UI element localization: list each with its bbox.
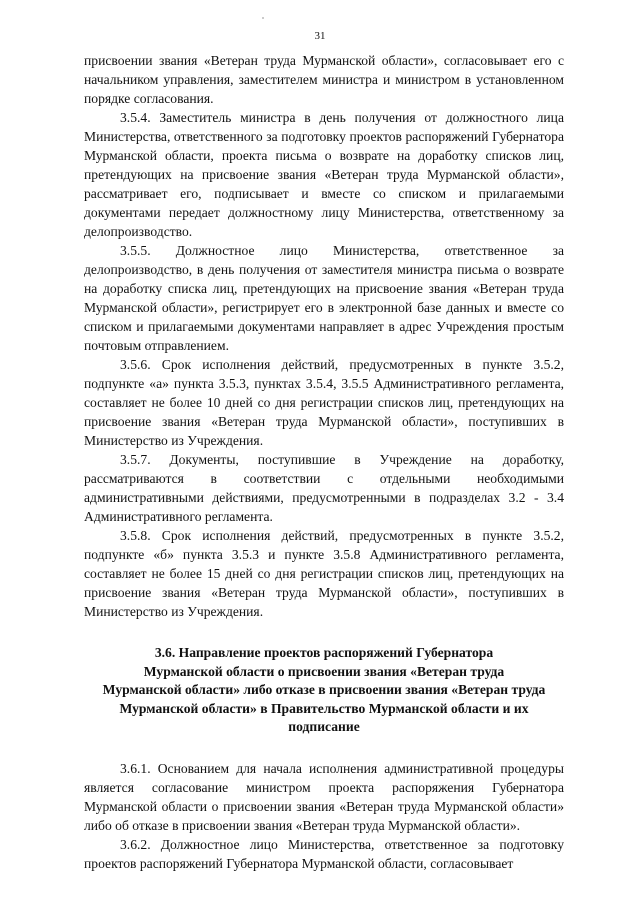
paragraph-3-5-5: 3.5.5. Должностное лицо Министерства, ответственное за делопроизводство, в день получения от заместителя министра письма о возврате на доработку списка лиц, претендующих на присвоение звания «Ветеран труда Мурманской области», регистрирует его в электронной базе данных и вместе со списком и прилагаемыми документами направляет в адрес Учреждения простым почтовым отправлением. — [84, 243, 564, 353]
heading-line: подписание — [288, 719, 360, 735]
heading-line: Мурманской области» либо отказе в присвоении звания «Ветеран труда — [102, 682, 546, 698]
section-heading-3-6 — [84, 644, 564, 737]
paragraph-3-6-1: 3.6.1. Основанием для начала исполнения административной процедуры является согласование министром проекта распоряжения Губернатора Мурманской области о присвоении звания «Ветеран труда Мурманской области» либо об отказе в присвоении звания «Ветеран труда Мурманской области». — [84, 760, 564, 833]
paragraph-3-5-6: 3.5.6. Срок исполнения действий, предусмотренных в пункте 3.5.2, подпункте «а» пункта 3.5.3, пунктах 3.5.4, 3.5.5 Административного регламента, составляет не более 10 дней со дня регистрации списков лиц, претендующих на присвоение звания «Ветеран труда Мурманской области», поступивших в Министерство из Учреждения. — [84, 357, 564, 448]
paragraph-continuation: присвоении звания «Ветеран труда Мурманской области», согласовывает его с начальником управления, заместителем министра и министром в установленном порядке согласования. — [84, 53, 564, 106]
paragraph-3-5-7: 3.5.7. Документы, поступившие в Учреждение на доработку, рассматриваются в соответствии с отдельными необходимыми административными действиями, предусмотренными в подразделах 3.2 - 3.4 Административного регламента. — [84, 452, 564, 524]
heading-line: Мурманской области» в Правительство Мурманской области и их — [119, 700, 529, 716]
heading-line: 3.6. Направление проектов распоряжений Губернатора — [154, 645, 494, 660]
paragraph-3-6-2: 3.6.2. Должностное лицо Министерства, ответственное за подготовку проектов распоряжений Губернатора Мурманской области, согласовывает — [84, 836, 564, 871]
page-number: 31 — [314, 30, 326, 42]
heading-line: Мурманской области о присвоении звания «Ветеран труда — [143, 663, 505, 679]
document-body — [84, 51, 564, 873]
paragraph-3-5-8: 3.5.8. Срок исполнения действий, предусмотренных в пункте 3.5.2, подпункте «б» пункта 3.5.3 и пункте 3.5.8 Административного регламента, составляет не более 15 дней со дня регистрации списков лиц, претендующих на присвоение звания «Ветеран труда Мурманской области», поступивших в Министерство из Учреждения. — [84, 528, 564, 619]
scan-speck — [262, 17, 264, 19]
paragraph-3-5-4: 3.5.4. Заместитель министра в день получения от должностного лица Министерства, ответственного за подготовку проектов распоряжений Губернатора Мурманской области, проекта письма о возврате на доработку списков лиц, претендующих на присвоение звания «Ветеран труда Мурманской области», рассматривает его, подписывает и вместе со списком и прилагаемыми документами передает должностному лицу Министерства, ответственному за делопроизводство. — [84, 110, 564, 239]
